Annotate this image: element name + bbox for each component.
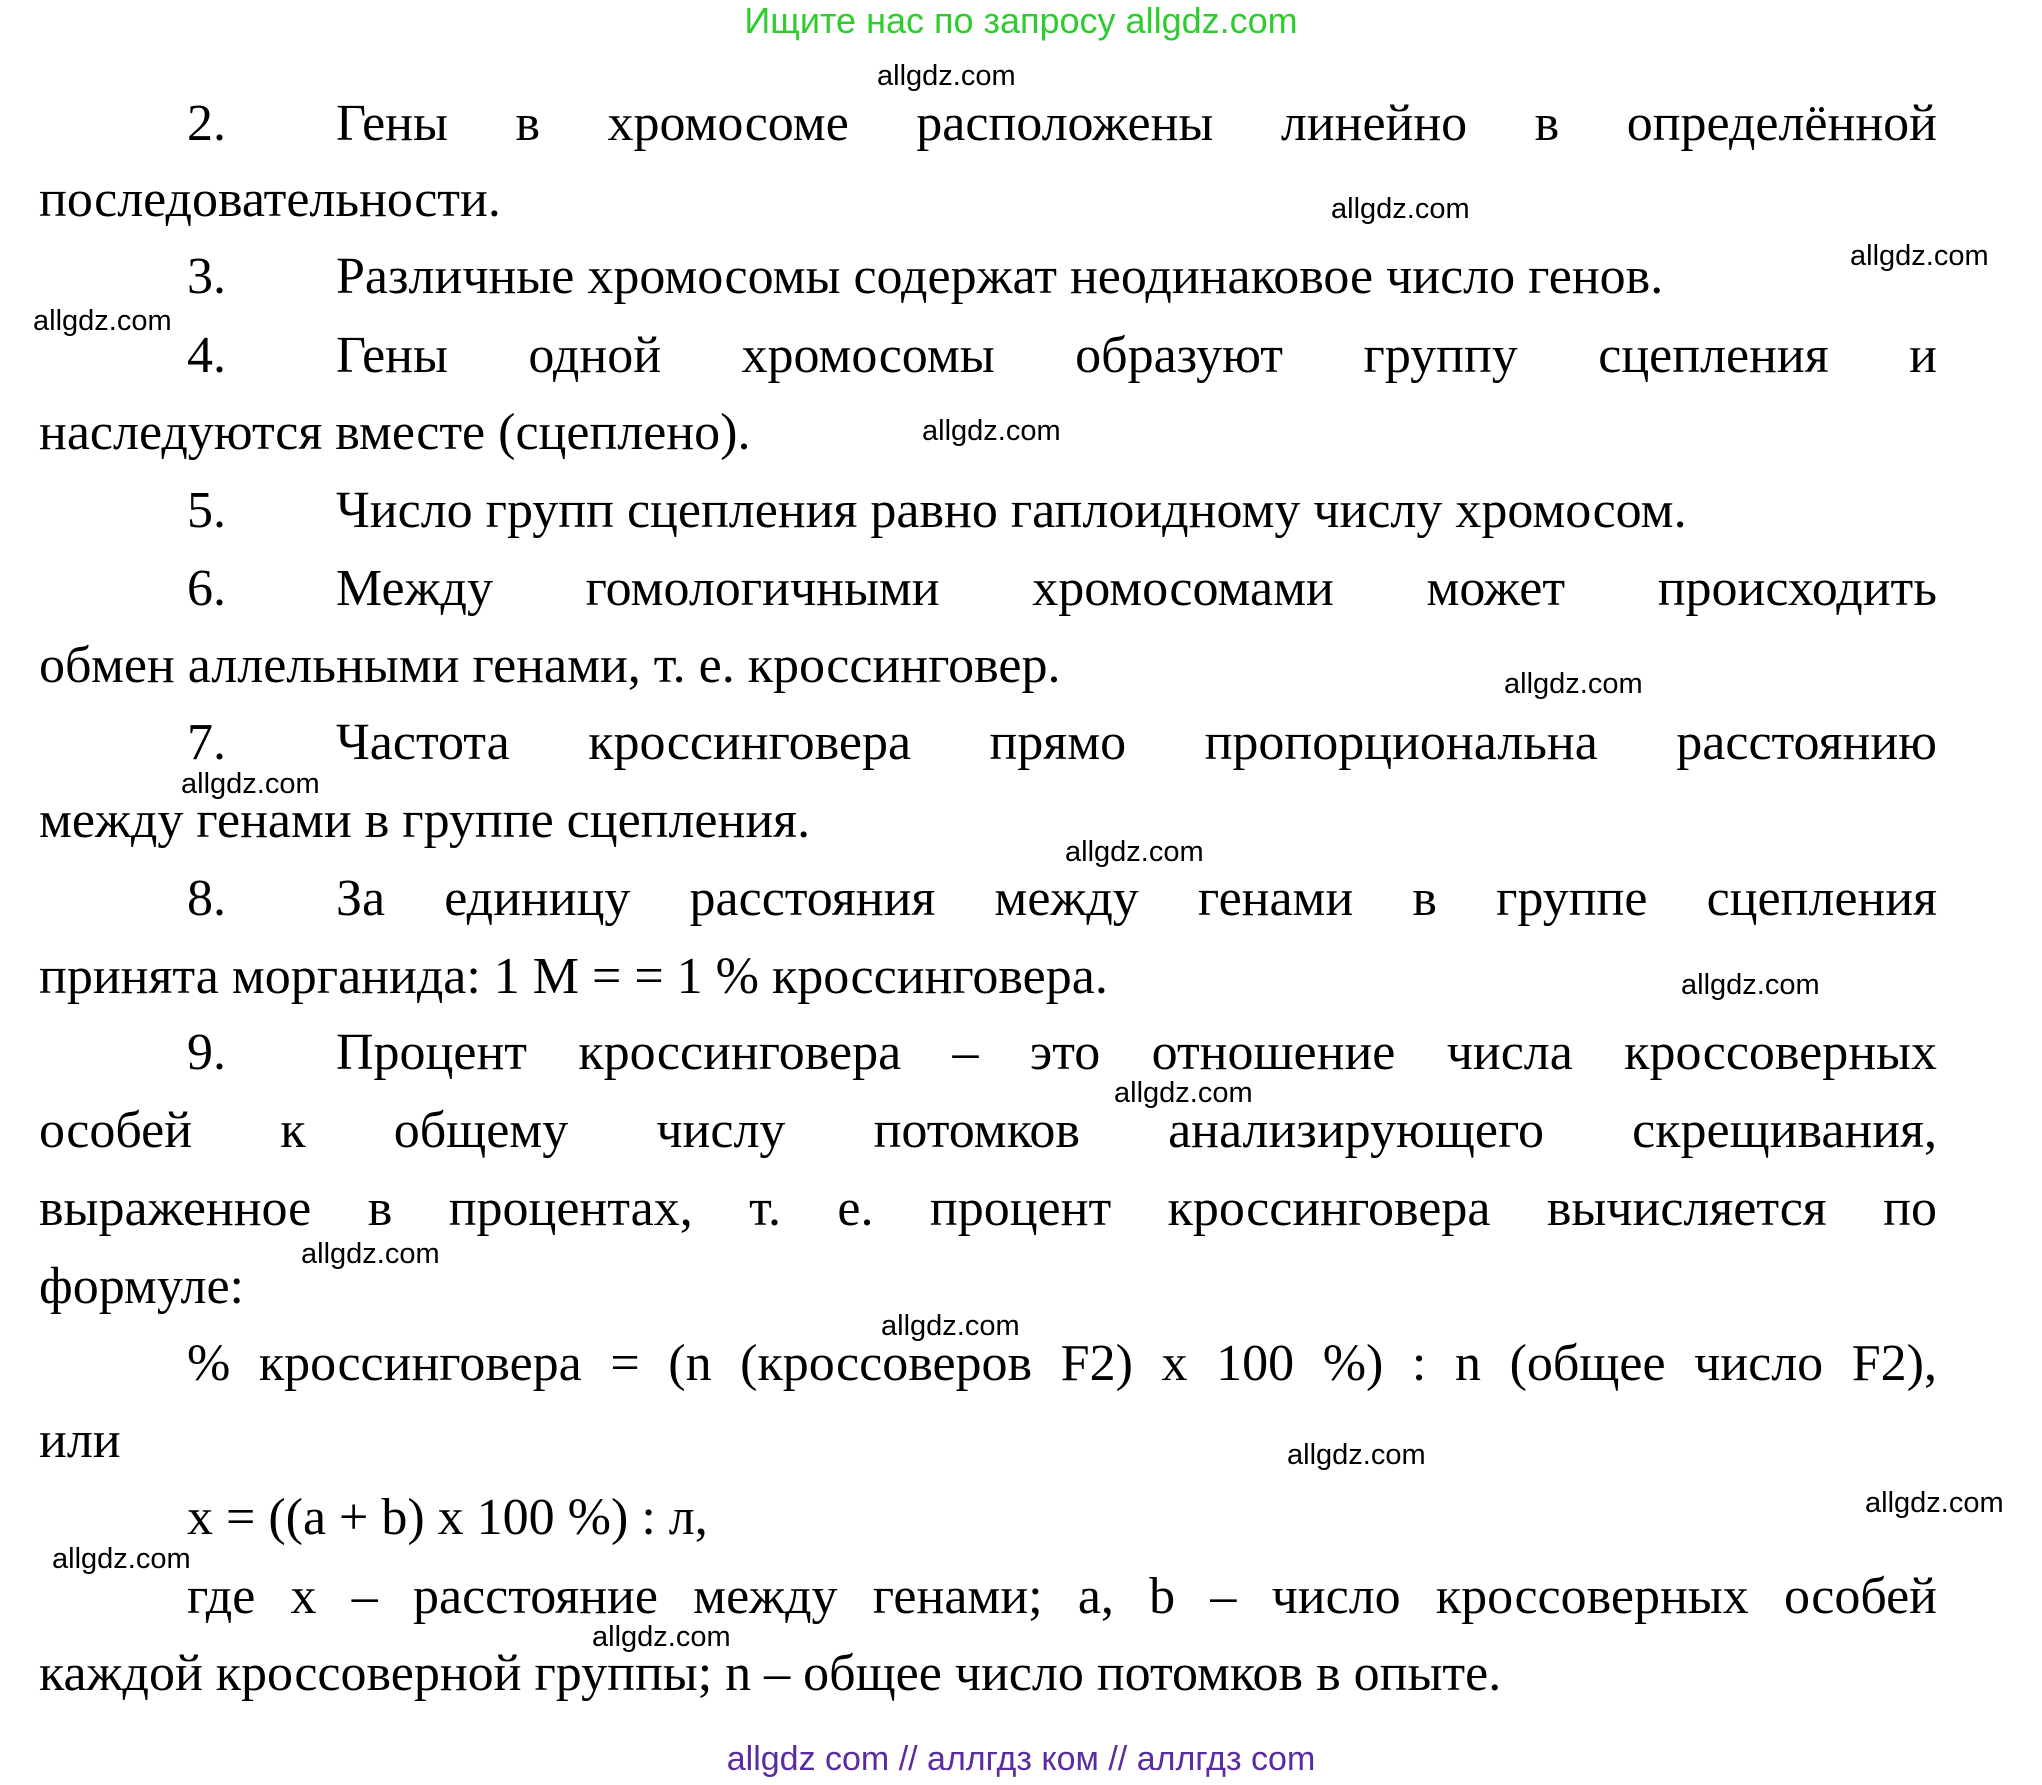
watermark: allgdz.com bbox=[592, 1621, 731, 1653]
text-line: Различные хромосомы содержат неодинаковое число генов. bbox=[336, 248, 1664, 305]
watermark: allgdz.com bbox=[1114, 1077, 1253, 1109]
text-line: Гены одной хромосомы образуют группу сцепления и bbox=[336, 327, 1937, 384]
text-line: Между гомологичными хромосомами может происходить bbox=[336, 560, 1937, 617]
item-number: 6. bbox=[187, 560, 226, 617]
text-line: Частота кроссинговера прямо пропорциональна расстоянию bbox=[336, 714, 1937, 771]
text-line: каждой кроссоверной группы; n – общее число потомков в опыте. bbox=[39, 1645, 1502, 1702]
watermark: allgdz.com bbox=[301, 1238, 440, 1270]
item-number: 5. bbox=[187, 482, 226, 539]
watermark: allgdz.com bbox=[1865, 1487, 2004, 1519]
text-line: формуле: bbox=[39, 1258, 245, 1315]
watermark: allgdz.com bbox=[33, 305, 172, 337]
item-number: 7. bbox=[187, 714, 226, 771]
text-line: между генами в группе сцепления. bbox=[39, 792, 811, 849]
watermark: allgdz.com bbox=[1504, 668, 1643, 700]
item-number: 3. bbox=[187, 248, 226, 305]
watermark: allgdz.com bbox=[1065, 836, 1204, 868]
watermark: allgdz.com bbox=[922, 415, 1061, 447]
item-number: 8. bbox=[187, 870, 226, 927]
text-line: наследуются вместе (сцеплено). bbox=[39, 404, 751, 461]
text-line: особей к общему числу потомков анализирующего скрещивания, bbox=[39, 1102, 1937, 1159]
formula-line: % кроссинговера = (n (кроссоверов F2) х 100 %) : n (общее число F2), bbox=[187, 1335, 1937, 1392]
text-line: последовательности. bbox=[39, 171, 501, 228]
watermark: allgdz.com bbox=[181, 768, 320, 800]
text-line: Число групп сцепления равно гаплоидному числу хромосом. bbox=[336, 482, 1687, 539]
text-line: За единицу расстояния между генами в группе сцепления bbox=[336, 870, 1937, 927]
item-number: 9. bbox=[187, 1024, 226, 1081]
watermark: allgdz.com bbox=[1331, 193, 1470, 225]
search-banner: Ищите нас по запросу allgdz.com bbox=[744, 0, 1298, 41]
watermark: allgdz.com bbox=[1287, 1439, 1426, 1471]
watermark: allgdz.com bbox=[52, 1543, 191, 1575]
text-line: выраженное в процентах, т. е. процент кроссинговера вычисляется по bbox=[39, 1180, 1937, 1237]
text-line: обмен аллельными генами, т. е. кроссинговер. bbox=[39, 637, 1061, 694]
text-line: Гены в хромосоме расположены линейно в определённой bbox=[336, 95, 1937, 152]
watermark: allgdz.com bbox=[1681, 969, 1820, 1001]
text-line: Процент кроссинговера – это отношение числа кроссоверных bbox=[336, 1024, 1937, 1081]
item-number: 4. bbox=[187, 327, 226, 384]
watermark: allgdz.com bbox=[881, 1310, 1020, 1342]
item-number: 2. bbox=[187, 95, 226, 152]
footer-banner: allgdz com // аллгдз ком // аллгдз com bbox=[726, 1740, 1316, 1778]
formula-line: х = ((а + b) х 100 %) : л, bbox=[187, 1489, 708, 1546]
text-line: где х – расстояние между генами; a, b – число кроссоверных особей bbox=[187, 1568, 1937, 1625]
text-line: принята морганида: 1 М = = 1 % кроссинговера. bbox=[39, 948, 1108, 1005]
text-line: или bbox=[39, 1412, 121, 1469]
watermark: allgdz.com bbox=[877, 60, 1016, 92]
watermark: allgdz.com bbox=[1850, 240, 1989, 272]
